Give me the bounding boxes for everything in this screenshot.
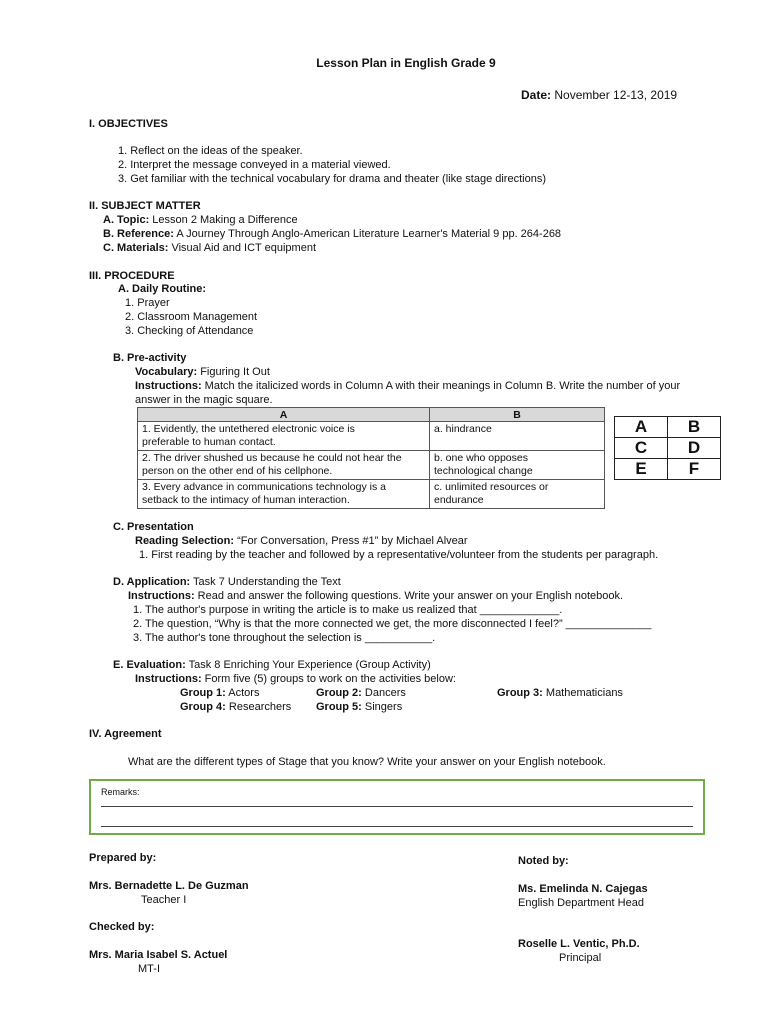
group-label: Group 1: <box>180 687 226 699</box>
instructions-text: Read and answer the following questions. Write your answer on your English notebook. <box>194 590 624 602</box>
magic-square-cell: F <box>668 459 721 480</box>
group-item <box>497 687 623 699</box>
checked-by-name: Mrs. Maria Isabel S. Actuel <box>89 949 228 961</box>
instructions-label: Instructions: <box>128 590 195 602</box>
evaluation-value: Task 8 Enriching Your Experience (Group Activity) <box>185 659 431 671</box>
routine-item: 3. Checking of Attendance <box>125 325 254 337</box>
cell-text: technological change <box>434 465 533 477</box>
materials-line <box>103 242 316 254</box>
instructions-label: Instructions: <box>135 673 202 685</box>
column-a-header: A <box>138 408 430 422</box>
vocabulary-label: Vocabulary: <box>135 366 198 378</box>
materials-label: C. Materials: <box>103 242 169 254</box>
column-a-cell <box>138 422 430 451</box>
cell-text: c. unlimited resources or <box>434 481 549 493</box>
date-label: Date: <box>521 88 552 102</box>
magic-square-cell: A <box>615 417 668 438</box>
materials-value: Visual Aid and ICT equipment <box>168 242 316 254</box>
group-label: Group 5: <box>316 701 362 713</box>
column-b-header: B <box>430 408 605 422</box>
application-value: Task 7 Understanding the Text <box>190 576 341 588</box>
remarks-box <box>89 779 705 835</box>
routine-item: 2. Classroom Management <box>125 311 258 323</box>
prepared-by-label: Prepared by: <box>89 852 157 864</box>
reference-line <box>103 228 561 240</box>
prepared-by-name: Mrs. Bernadette L. De Guzman <box>89 880 249 892</box>
vocabulary-line <box>135 366 270 378</box>
group-item <box>316 687 406 699</box>
group-item <box>180 687 259 699</box>
noted-by-name: Ms. Emelinda N. Cajegas <box>518 883 648 895</box>
evaluation-line <box>113 659 431 671</box>
group-value: Actors <box>225 687 260 699</box>
cell-text: endurance <box>434 494 484 506</box>
presentation-item: 1. First reading by the teacher and followed by a representative/volunteer from the students per paragraph. <box>139 549 659 561</box>
topic-line <box>103 214 298 226</box>
topic-value: Lesson 2 Making a Difference <box>149 214 298 226</box>
objective-item: 2. Interpret the message conveyed in a material viewed. <box>118 159 391 171</box>
group-value: Dancers <box>361 687 406 699</box>
magic-square-cell: C <box>615 438 668 459</box>
presentation-label: C. Presentation <box>113 521 194 533</box>
application-question: 2. The question, “Why is that the more connected we get, the more disconnected I feel?” ______________ <box>133 618 652 630</box>
application-label: D. Application: <box>113 576 191 588</box>
group-value: Singers <box>361 701 403 713</box>
group-label: Group 2: <box>316 687 362 699</box>
prepared-by-title: Teacher I <box>141 894 187 906</box>
column-a-cell <box>138 480 430 509</box>
objective-item: 3. Get familiar with the technical vocabulary for drama and theater (like stage directions) <box>118 173 546 185</box>
daily-routine-label: A. Daily Routine: <box>118 283 207 295</box>
instructions-text: Form five (5) groups to work on the activities below: <box>201 673 456 685</box>
reference-value: A Journey Through Anglo-American Literature Learner's Material 9 pp. 264-268 <box>173 228 562 240</box>
routine-item: 1. Prayer <box>125 297 170 309</box>
instructions-label: Instructions: <box>135 380 202 392</box>
column-a-cell <box>138 451 430 480</box>
cell-text: person on the other end of his cellphone. <box>142 465 333 477</box>
table-row <box>138 451 605 480</box>
instructions-text: Match the italicized words in Column A with their meanings in Column B. Write the number of your <box>201 380 681 392</box>
reference-label: B. Reference: <box>103 228 174 240</box>
application-question: 1. The author's purpose in writing the article is to make us realized that _____________. <box>133 604 563 616</box>
reading-selection-label: Reading Selection: <box>135 535 235 547</box>
group-value: Mathematicians <box>542 687 623 699</box>
topic-label: A. Topic: <box>103 214 150 226</box>
application-instructions <box>128 590 623 602</box>
pre-activity-label: B. Pre-activity <box>113 352 187 364</box>
table-row <box>138 480 605 509</box>
evaluation-label: E. Evaluation: <box>113 659 186 671</box>
noted-by-label: Noted by: <box>518 855 569 867</box>
pre-activity-instructions <box>135 380 680 392</box>
checked-by-title: MT-I <box>138 963 160 975</box>
application-question: 3. The author's tone throughout the selection is ___________. <box>133 632 436 644</box>
reading-selection-value: “For Conversation, Press #1” by Michael Alvear <box>234 535 468 547</box>
objective-item: 1. Reflect on the ideas of the speaker. <box>118 145 303 157</box>
column-b-cell <box>430 451 605 480</box>
agreement-text: What are the different types of Stage that you know? Write your answer on your English notebook. <box>128 756 606 768</box>
objectives-heading: I. OBJECTIVES <box>89 118 168 130</box>
principal-title: Principal <box>559 952 602 964</box>
magic-square <box>614 416 721 480</box>
cell-text: 2. The driver shushed us because he could not hear the <box>142 452 402 464</box>
table-header-row <box>138 408 605 422</box>
lesson-date <box>521 88 677 102</box>
noted-by-title: English Department Head <box>518 897 644 909</box>
principal-name: Roselle L. Ventic, Ph.D. <box>518 938 640 950</box>
table-row <box>138 422 605 451</box>
cell-text: 1. Evidently, the untethered electronic voice is <box>142 423 355 435</box>
remarks-label: Remarks: <box>101 787 140 797</box>
remarks-line <box>101 826 693 827</box>
group-label: Group 3: <box>497 687 543 699</box>
magic-square-cell: E <box>615 459 668 480</box>
vocabulary-value: Figuring It Out <box>197 366 270 378</box>
column-b-cell <box>430 422 605 451</box>
group-label: Group 4: <box>180 701 226 713</box>
magic-square-cell: B <box>668 417 721 438</box>
group-item <box>180 701 291 713</box>
procedure-heading: III. PROCEDURE <box>89 270 175 282</box>
application-line <box>113 576 341 588</box>
cell-text: b. one who opposes <box>434 452 528 464</box>
group-value: Researchers <box>225 701 292 713</box>
group-item <box>316 701 402 713</box>
cell-text: 3. Every advance in communications technology is a <box>142 481 386 493</box>
checked-by-label: Checked by: <box>89 921 155 933</box>
date-value: November 12-13, 2019 <box>551 88 678 102</box>
evaluation-instructions <box>135 673 456 685</box>
cell-text: a. hindrance <box>434 423 492 435</box>
cell-text: preferable to human contact. <box>142 436 276 448</box>
remarks-line <box>101 806 693 807</box>
magic-square-cell: D <box>668 438 721 459</box>
document-title: Lesson Plan in English Grade 9 <box>316 56 496 70</box>
column-b-cell <box>430 480 605 509</box>
subject-matter-heading: II. SUBJECT MATTER <box>89 200 201 212</box>
agreement-heading: IV. Agreement <box>89 728 162 740</box>
pre-activity-instructions-cont: answer in the magic square. <box>135 394 273 406</box>
reading-selection-line <box>135 535 468 547</box>
vocabulary-table <box>137 407 605 509</box>
cell-text: setback to the intimacy of human interaction. <box>142 494 350 506</box>
